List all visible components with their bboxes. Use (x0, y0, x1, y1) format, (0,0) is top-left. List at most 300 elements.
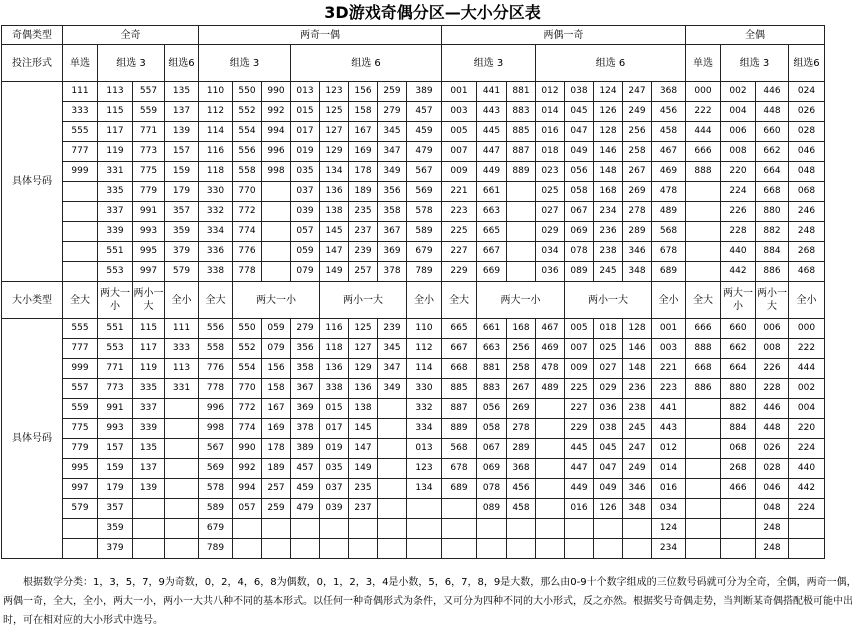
number-cell: 995 (133, 242, 165, 262)
number-cell: 110 (199, 82, 233, 102)
number-cell: 037 (320, 479, 349, 499)
number-cell: 278 (623, 202, 652, 222)
number-cell: 777 (63, 339, 98, 359)
number-cell (442, 519, 477, 539)
number-cell: 886 (756, 262, 789, 282)
number-cell: 552 (233, 339, 262, 359)
number-cell (594, 519, 623, 539)
number-cell: 159 (98, 459, 133, 479)
number-cell: 258 (507, 359, 536, 379)
number-cell: 009 (442, 162, 477, 182)
number-cell (165, 519, 199, 539)
number-cell (536, 399, 565, 419)
number-cell: 019 (320, 439, 349, 459)
number-cell: 229 (565, 419, 594, 439)
number-cell (507, 222, 536, 242)
number-cell: 078 (477, 479, 507, 499)
number-cell: 358 (291, 359, 320, 379)
number-cell: 669 (477, 262, 507, 282)
number-cell: 779 (133, 182, 165, 202)
number-cell: 129 (349, 359, 378, 379)
number-cell (686, 242, 721, 262)
number-cell: 579 (63, 499, 98, 519)
number-cell: 069 (477, 459, 507, 479)
size-type-cell: 两小一大 (320, 282, 407, 319)
number-cell: 145 (349, 419, 378, 439)
specific-numbers-label: 具体号码 (2, 319, 63, 559)
number-cell: 555 (63, 319, 98, 339)
number-cell: 017 (320, 419, 349, 439)
number-cell: 168 (594, 182, 623, 202)
number-cell (262, 539, 291, 559)
number-cell (507, 262, 536, 282)
number-cell: 458 (652, 122, 686, 142)
number-cell: 331 (98, 162, 133, 182)
number-cell: 449 (477, 162, 507, 182)
number-cell: 444 (686, 122, 721, 142)
number-cell: 993 (133, 222, 165, 242)
number-cell: 589 (407, 222, 442, 242)
number-cell: 441 (652, 399, 686, 419)
table-row (2, 419, 825, 439)
number-cell: 227 (565, 399, 594, 419)
number-cell: 029 (594, 379, 623, 399)
form-cell: 组选 6 (291, 45, 442, 82)
number-cell (536, 459, 565, 479)
number-cell: 037 (291, 182, 320, 202)
number-cell: 235 (349, 202, 378, 222)
number-cell: 112 (199, 102, 233, 122)
number-cell (686, 439, 721, 459)
number-cell: 003 (442, 102, 477, 122)
number-cell (165, 499, 199, 519)
number-cell (623, 519, 652, 539)
number-cell: 443 (652, 419, 686, 439)
number-cell: 156 (262, 359, 291, 379)
group-all-odd: 全奇 (63, 26, 199, 45)
number-cell: 774 (233, 419, 262, 439)
number-cell: 012 (536, 82, 565, 102)
number-cell: 679 (199, 519, 233, 539)
number-cell: 448 (756, 102, 789, 122)
number-cell (407, 539, 442, 559)
size-type-cell: 全小 (789, 282, 825, 319)
number-cell (686, 182, 721, 202)
number-cell: 124 (594, 82, 623, 102)
number-cell (165, 399, 199, 419)
number-cell: 237 (349, 499, 378, 519)
number-cell: 058 (477, 419, 507, 439)
number-cell: 992 (262, 102, 291, 122)
number-cell: 127 (320, 122, 349, 142)
number-cell: 123 (407, 459, 442, 479)
number-cell: 550 (233, 319, 262, 339)
bet-form-label: 投注形式 (2, 45, 63, 82)
number-cell: 331 (165, 379, 199, 399)
number-cell (536, 439, 565, 459)
number-cell: 128 (623, 319, 652, 339)
number-cell: 014 (652, 459, 686, 479)
number-cell (349, 519, 378, 539)
number-cell: 118 (199, 162, 233, 182)
number-cell: 008 (721, 142, 756, 162)
number-cell: 887 (507, 142, 536, 162)
number-cell: 456 (652, 102, 686, 122)
number-cell (378, 399, 407, 419)
number-cell: 045 (565, 102, 594, 122)
number-cell: 557 (133, 82, 165, 102)
number-cell: 018 (536, 142, 565, 162)
number-cell: 446 (756, 82, 789, 102)
number-cell: 339 (98, 222, 133, 242)
number-cell (477, 519, 507, 539)
number-cell: 467 (536, 319, 565, 339)
number-cell: 127 (349, 339, 378, 359)
number-cell: 269 (623, 182, 652, 202)
table-row (2, 339, 825, 359)
number-cell: 046 (789, 142, 825, 162)
number-cell: 447 (565, 459, 594, 479)
number-cell: 994 (233, 479, 262, 499)
number-cell: 468 (789, 262, 825, 282)
number-cell: 887 (442, 399, 477, 419)
number-cell: 771 (98, 359, 133, 379)
number-cell: 039 (320, 499, 349, 519)
number-cell: 778 (199, 379, 233, 399)
number-cell: 220 (789, 419, 825, 439)
number-cell: 236 (594, 222, 623, 242)
number-cell: 226 (721, 202, 756, 222)
number-cell: 662 (721, 339, 756, 359)
table-row (2, 242, 825, 262)
size-type-cell: 全大 (63, 282, 98, 319)
number-cell: 442 (721, 262, 756, 282)
number-cell (165, 419, 199, 439)
number-cell: 223 (442, 202, 477, 222)
number-cell: 389 (291, 439, 320, 459)
number-cell: 248 (756, 519, 789, 539)
number-cell: 440 (789, 459, 825, 479)
lottery-grid-table (1, 25, 825, 559)
number-cell (63, 539, 98, 559)
number-cell (320, 519, 349, 539)
number-cell: 279 (291, 319, 320, 339)
number-cell: 489 (652, 202, 686, 222)
number-cell: 441 (477, 82, 507, 102)
number-cell: 559 (63, 399, 98, 419)
number-cell: 369 (291, 399, 320, 419)
number-cell: 551 (98, 242, 133, 262)
number-cell: 028 (756, 459, 789, 479)
number-cell: 773 (98, 379, 133, 399)
number-cell: 991 (98, 399, 133, 419)
number-cell (320, 539, 349, 559)
number-cell: 167 (349, 122, 378, 142)
number-cell: 045 (594, 439, 623, 459)
size-type-cell: 两小一大 (133, 282, 165, 319)
number-cell: 038 (594, 419, 623, 439)
number-cell: 334 (407, 419, 442, 439)
number-cell: 446 (756, 399, 789, 419)
number-cell: 888 (686, 339, 721, 359)
number-cell: 018 (594, 319, 623, 339)
number-cell: 289 (623, 222, 652, 242)
group-two-even-one-odd: 两偶一奇 (442, 26, 686, 45)
table-row (2, 142, 825, 162)
number-cell: 775 (133, 162, 165, 182)
number-cell: 557 (63, 379, 98, 399)
form-cell: 组选6 (789, 45, 825, 82)
number-cell: 664 (721, 359, 756, 379)
number-cell: 554 (233, 359, 262, 379)
number-cell: 888 (686, 162, 721, 182)
number-cell: 882 (721, 399, 756, 419)
number-cell (291, 519, 320, 539)
number-cell (623, 539, 652, 559)
number-cell: 047 (565, 122, 594, 142)
number-cell: 158 (349, 102, 378, 122)
number-cell: 114 (199, 122, 233, 142)
number-cell: 338 (320, 379, 349, 399)
number-cell: 667 (477, 242, 507, 262)
number-cell: 347 (378, 359, 407, 379)
number-cell (378, 519, 407, 539)
number-cell: 789 (199, 539, 233, 559)
number-cell (536, 479, 565, 499)
number-cell (565, 539, 594, 559)
number-cell: 774 (233, 222, 262, 242)
number-cell: 149 (320, 262, 349, 282)
number-cell: 268 (721, 459, 756, 479)
number-cell: 999 (63, 162, 98, 182)
number-cell: 056 (477, 399, 507, 419)
number-cell (686, 499, 721, 519)
number-cell: 239 (378, 319, 407, 339)
number-cell: 579 (165, 262, 199, 282)
number-cell: 001 (652, 319, 686, 339)
number-cell: 117 (133, 339, 165, 359)
number-cell: 992 (233, 459, 262, 479)
number-cell: 998 (199, 419, 233, 439)
number-cell (133, 499, 165, 519)
number-cell: 237 (349, 222, 378, 242)
number-cell: 335 (133, 379, 165, 399)
number-cell (63, 262, 98, 282)
number-cell: 368 (652, 82, 686, 102)
number-cell: 448 (756, 419, 789, 439)
number-cell: 339 (133, 419, 165, 439)
number-cell: 239 (349, 242, 378, 262)
number-cell: 247 (623, 82, 652, 102)
number-cell (63, 222, 98, 242)
number-cell: 222 (686, 102, 721, 122)
number-cell: 556 (199, 319, 233, 339)
number-cell: 777 (63, 142, 98, 162)
number-cell: 111 (165, 319, 199, 339)
number-cell: 335 (98, 182, 133, 202)
number-cell: 337 (98, 202, 133, 222)
number-cell: 014 (536, 102, 565, 122)
number-cell: 110 (407, 319, 442, 339)
number-cell: 459 (291, 479, 320, 499)
number-cell: 886 (686, 379, 721, 399)
number-cell (407, 519, 442, 539)
number-cell: 990 (233, 439, 262, 459)
number-cell: 333 (165, 339, 199, 359)
number-cell: 458 (507, 499, 536, 519)
bet-form-row (2, 45, 825, 82)
number-cell (442, 539, 477, 559)
number-cell (262, 262, 291, 282)
number-cell (477, 539, 507, 559)
number-cell: 667 (442, 339, 477, 359)
number-cell: 157 (98, 439, 133, 459)
table-row (2, 439, 825, 459)
parity-type-label: 奇偶类型 (2, 26, 63, 45)
number-cell: 457 (291, 459, 320, 479)
number-cell: 067 (477, 439, 507, 459)
number-cell: 880 (721, 379, 756, 399)
number-cell (721, 519, 756, 539)
table-row (2, 539, 825, 559)
number-cell: 770 (233, 379, 262, 399)
size-type-cell: 全小 (165, 282, 199, 319)
number-cell: 889 (507, 162, 536, 182)
number-cell: 002 (721, 82, 756, 102)
number-cell: 358 (378, 202, 407, 222)
number-cell: 257 (262, 479, 291, 499)
number-cell: 883 (477, 379, 507, 399)
number-cell: 138 (349, 399, 378, 419)
number-cell: 772 (233, 399, 262, 419)
number-cell: 666 (686, 319, 721, 339)
number-cell: 346 (623, 479, 652, 499)
number-cell: 663 (477, 339, 507, 359)
number-cell: 007 (565, 339, 594, 359)
form-cell: 组选 3 (721, 45, 789, 82)
number-cell (349, 539, 378, 559)
number-cell: 009 (565, 359, 594, 379)
form-cell: 单选 (686, 45, 721, 82)
number-cell: 449 (565, 479, 594, 499)
number-cell: 332 (199, 202, 233, 222)
number-cell: 589 (199, 499, 233, 519)
number-cell: 006 (721, 122, 756, 142)
number-cell: 997 (63, 479, 98, 499)
number-cell: 189 (349, 182, 378, 202)
number-cell: 223 (652, 379, 686, 399)
number-cell: 136 (320, 182, 349, 202)
number-cell (262, 519, 291, 539)
number-cell: 881 (507, 82, 536, 102)
number-cell: 258 (623, 142, 652, 162)
table-row (2, 459, 825, 479)
number-cell: 146 (623, 339, 652, 359)
number-cell (233, 519, 262, 539)
number-cell: 236 (623, 379, 652, 399)
number-cell: 068 (789, 182, 825, 202)
number-cell: 027 (536, 202, 565, 222)
number-cell: 007 (442, 142, 477, 162)
number-cell: 245 (594, 262, 623, 282)
number-cell: 004 (789, 399, 825, 419)
number-cell: 089 (565, 262, 594, 282)
number-cell: 226 (756, 359, 789, 379)
number-cell: 668 (756, 182, 789, 202)
number-cell: 568 (652, 222, 686, 242)
number-cell: 881 (477, 359, 507, 379)
number-cell: 660 (721, 319, 756, 339)
number-cell (686, 262, 721, 282)
number-cell: 003 (652, 339, 686, 359)
group-two-odd-one-even: 两奇一偶 (199, 26, 442, 45)
number-cell: 678 (442, 459, 477, 479)
number-cell: 222 (789, 339, 825, 359)
number-cell: 221 (442, 182, 477, 202)
number-cell: 345 (378, 122, 407, 142)
number-cell: 479 (291, 499, 320, 519)
number-cell (594, 539, 623, 559)
number-cell: 111 (63, 82, 98, 102)
page-title: 3D游戏奇偶分区—大小分区表 (324, 3, 541, 22)
number-cell: 036 (536, 262, 565, 282)
number-cell (507, 242, 536, 262)
number-cell (378, 539, 407, 559)
number-cell: 118 (320, 339, 349, 359)
number-cell (407, 499, 442, 519)
number-cell: 114 (407, 359, 442, 379)
number-cell: 356 (378, 182, 407, 202)
number-cell: 015 (320, 399, 349, 419)
number-cell: 224 (789, 439, 825, 459)
number-cell: 789 (407, 262, 442, 282)
number-cell (507, 202, 536, 222)
parity-header-row (2, 26, 825, 45)
number-cell (63, 519, 98, 539)
number-cell: 249 (623, 459, 652, 479)
number-cell (233, 539, 262, 559)
number-cell: 059 (291, 242, 320, 262)
number-cell (789, 519, 825, 539)
number-cell: 999 (63, 359, 98, 379)
number-cell (133, 519, 165, 539)
number-cell: 079 (291, 262, 320, 282)
number-cell: 136 (349, 379, 378, 399)
number-cell: 268 (789, 242, 825, 262)
number-cell: 337 (133, 399, 165, 419)
number-cell: 038 (565, 82, 594, 102)
number-cell (536, 539, 565, 559)
number-cell: 357 (98, 499, 133, 519)
number-cell: 034 (652, 499, 686, 519)
number-cell: 553 (98, 339, 133, 359)
number-cell (507, 182, 536, 202)
number-cell: 289 (507, 439, 536, 459)
number-cell: 134 (320, 162, 349, 182)
number-cell: 229 (442, 262, 477, 282)
number-cell: 028 (789, 122, 825, 142)
number-cell: 770 (233, 182, 262, 202)
number-cell: 089 (477, 499, 507, 519)
number-cell: 332 (407, 399, 442, 419)
number-cell: 004 (721, 102, 756, 122)
number-cell: 113 (165, 359, 199, 379)
number-cell: 442 (789, 479, 825, 499)
number-cell: 179 (165, 182, 199, 202)
number-cell: 489 (536, 379, 565, 399)
number-cell: 035 (320, 459, 349, 479)
number-cell: 068 (721, 439, 756, 459)
